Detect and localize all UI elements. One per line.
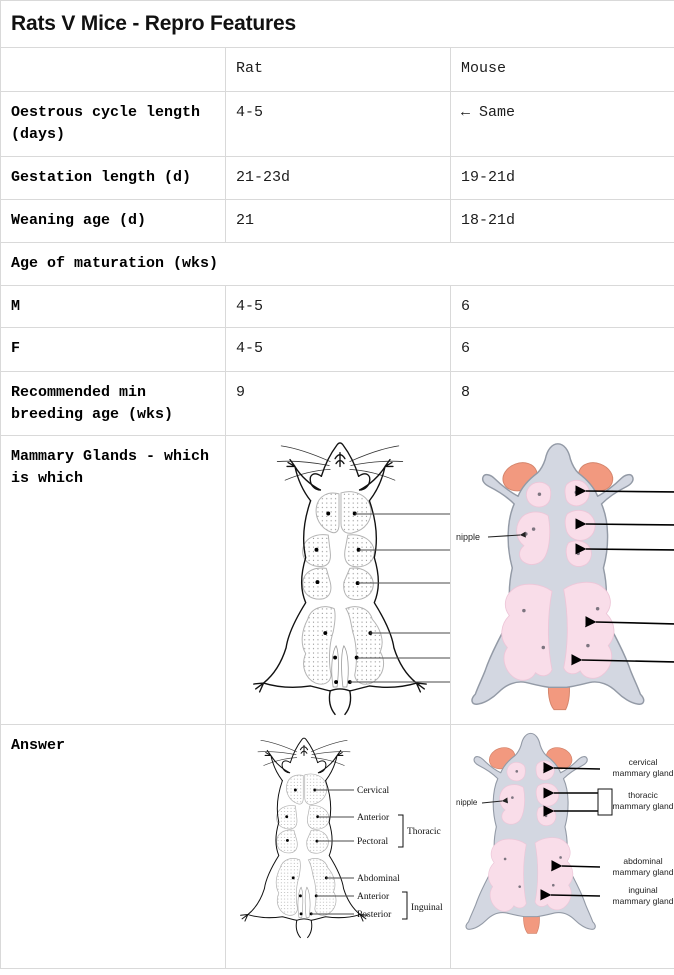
rat-mammary-diagram-cell bbox=[226, 436, 451, 724]
mouse-answer-diagram-cell bbox=[451, 725, 674, 968]
header-empty-cell[interactable] bbox=[1, 48, 226, 91]
rat-value[interactable]: 4-5 bbox=[226, 328, 451, 371]
row-label[interactable]: Answer bbox=[1, 725, 226, 968]
row-label[interactable]: Mammary Glands - which is which bbox=[1, 436, 226, 724]
section-label[interactable]: Age of maturation (wks) bbox=[11, 255, 219, 272]
header-mouse-cell[interactable]: Mouse bbox=[461, 60, 507, 77]
rat-value[interactable]: 21 bbox=[226, 200, 451, 242]
label-inguinal: Inguinal bbox=[411, 903, 443, 913]
rat-mammary-diagram[interactable] bbox=[226, 438, 450, 722]
row-label[interactable]: Oestrous cycle length (days) bbox=[1, 92, 226, 156]
row-label[interactable]: F bbox=[1, 328, 226, 371]
label-abdominal: abdominal mammary gland bbox=[612, 856, 673, 877]
mouse-value[interactable]: 6 bbox=[461, 340, 471, 357]
rat-answer-diagram[interactable] bbox=[226, 730, 450, 968]
row-label[interactable]: Weaning age (d) bbox=[1, 200, 226, 242]
nipple-label: nipple bbox=[455, 532, 480, 542]
label-thoracic: Thoracic bbox=[407, 827, 441, 837]
label-anterior-thoracic: Anterior bbox=[357, 813, 390, 823]
header-rat-cell[interactable]: Rat bbox=[226, 48, 451, 91]
table-header-row bbox=[1, 48, 674, 92]
label-pectoral: Pectoral bbox=[357, 837, 389, 847]
row-answer bbox=[1, 725, 674, 969]
row-oestrous-cycle bbox=[1, 92, 674, 157]
mouse-answer-diagram[interactable] bbox=[452, 727, 674, 967]
thoracic-bracket bbox=[398, 815, 403, 847]
row-label[interactable]: Gestation length (d) bbox=[1, 157, 226, 199]
inguinal-bracket bbox=[402, 892, 407, 919]
rat-value[interactable]: 9 bbox=[226, 372, 451, 435]
mouse-mammary-diagram[interactable] bbox=[452, 438, 674, 720]
mouse-value[interactable]: 18-21d bbox=[461, 212, 516, 229]
label-cervical: cervical mammary gland bbox=[612, 757, 673, 778]
page-title: Rats V Mice - Repro Features bbox=[1, 1, 674, 48]
rat-value[interactable]: 21-23d bbox=[226, 157, 451, 199]
row-female bbox=[1, 328, 674, 372]
label-thoracic: thoracic mammary gland bbox=[612, 790, 673, 811]
rat-answer-diagram-cell bbox=[226, 725, 451, 968]
mouse-mammary-diagram-cell bbox=[451, 436, 674, 724]
label-inguinal: inguinal mammary gland bbox=[612, 885, 673, 906]
row-label[interactable]: M bbox=[1, 286, 226, 327]
mouse-value[interactable]: ← Same bbox=[461, 104, 516, 121]
row-gestation bbox=[1, 157, 674, 200]
nipple-label: nipple bbox=[455, 798, 477, 807]
mouse-value[interactable]: 8 bbox=[461, 384, 471, 401]
label-cervical: Cervical bbox=[357, 786, 390, 796]
row-breeding-age bbox=[1, 372, 674, 436]
row-weaning bbox=[1, 200, 674, 243]
row-label[interactable]: Recommended min breeding age (wks) bbox=[1, 372, 226, 435]
rat-value[interactable]: 4-5 bbox=[226, 286, 451, 327]
row-mammary-glands bbox=[1, 436, 674, 725]
rat-value[interactable]: 4-5 bbox=[226, 92, 451, 156]
label-abdominal: Abdominal bbox=[357, 874, 400, 884]
label-anterior-inguinal: Anterior bbox=[357, 892, 390, 902]
thoracic-bracket-box bbox=[598, 789, 612, 815]
row-age-of-maturation bbox=[1, 243, 674, 286]
row-male bbox=[1, 286, 674, 328]
label-posterior-inguinal: Posterior bbox=[357, 910, 392, 920]
mouse-value[interactable]: 19-21d bbox=[461, 169, 516, 186]
mouse-value[interactable]: 6 bbox=[461, 298, 471, 315]
